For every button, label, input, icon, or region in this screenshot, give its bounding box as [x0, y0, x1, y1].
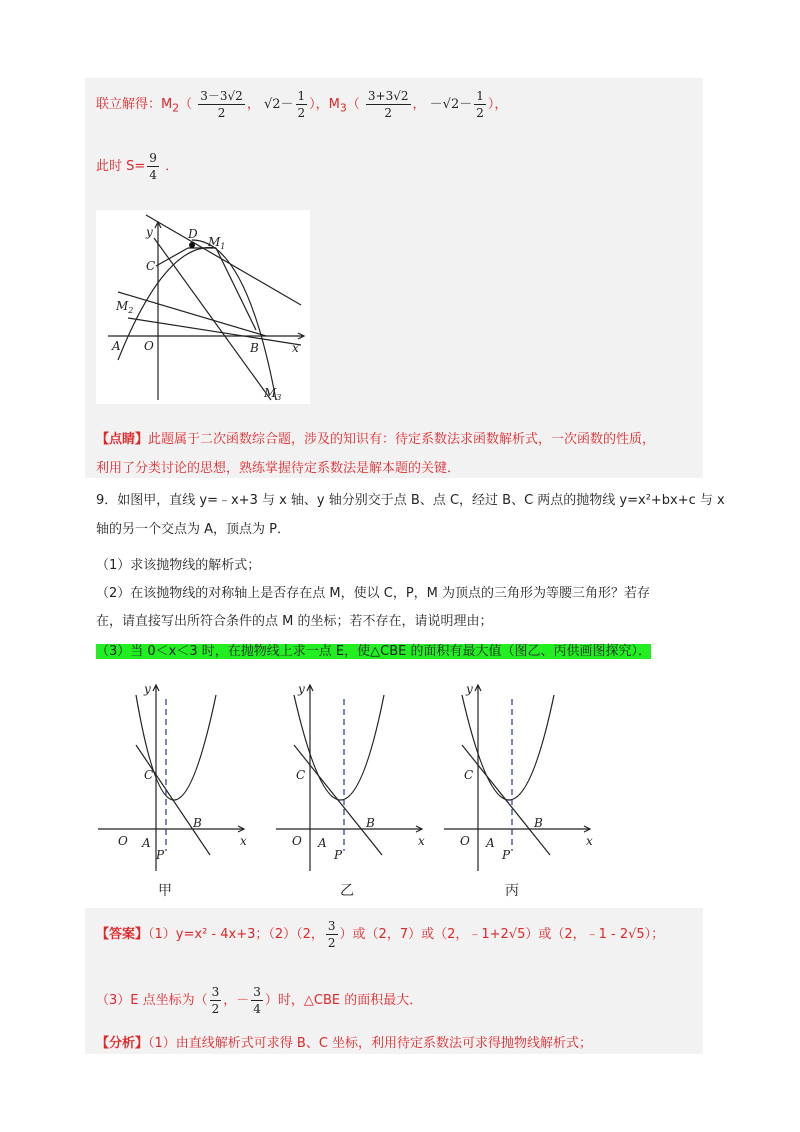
question-line-2: 轴的另一个交点为 A，顶点为 P． — [96, 522, 290, 537]
svg-text:C: C — [464, 768, 474, 782]
answer-line-3: （3）E 点坐标为（ $\frac{3}{2}$ ，－ $\frac{3}{4}$ ）时，△CBE 的面积最大． — [96, 985, 423, 1016]
caption-yi: 乙 — [340, 883, 354, 899]
fig1-label-y: y — [146, 225, 153, 239]
svg-text:O: O — [292, 834, 302, 848]
analysis-line: 【分析】（1）由直线解析式可求得 B、C 坐标，利用待定系数法可求得抛物线解析式； — [96, 1036, 593, 1051]
question-part-2b: 在，请直接写出所符合条件的点 M 的坐标；若不存在，请说明理由； — [96, 614, 493, 629]
svg-text:x: x — [418, 834, 425, 848]
fig1-label-x: x — [292, 341, 299, 355]
fig1-label-a: A — [112, 339, 121, 353]
svg-text:B: B — [534, 816, 543, 830]
svg-text:O: O — [460, 834, 470, 848]
svg-text:C: C — [144, 768, 154, 782]
solution-line-m2-m3: 联立解得：$M_2$（ $\frac{3-3√2}{2}$ ， √2－ $\frac{1}{2}$ ），$M_3$（ $\frac{3+3√2}{2}$ ， －√2－ $\frac{1}{2}$ ）， — [96, 89, 508, 120]
svg-text:x: x — [586, 834, 593, 848]
dianjing-line-1: 【点睛】此题属于二次函数综合题，涉及的知识有：待定系数法求函数解析式，一次函数的性质， — [96, 432, 656, 447]
figure-jia — [94, 675, 254, 875]
svg-text:y: y — [466, 682, 473, 696]
point-d-marker — [189, 242, 195, 248]
svg-text:y: y — [298, 682, 305, 696]
svg-text:B: B — [366, 816, 375, 830]
svg-text:A: A — [486, 836, 495, 850]
area-result-line: 此时 S= $\frac{9}{4}$ ． — [96, 151, 179, 182]
answer-line-1: 【答案】（1）y=x² - 4x+3；（2）（2， $\frac{3}{2}$ ）或（2，7）或（2，﹣1+2√5）或（2，﹣1 - 2√5）； — [96, 919, 665, 950]
fig1-label-m3: $M_3$ — [264, 386, 282, 402]
svg-text:B: B — [193, 816, 202, 830]
svg-text:P: P — [156, 848, 165, 862]
fig1-label-o: O — [144, 339, 154, 353]
svg-text:O: O — [118, 834, 128, 848]
svg-text:x: x — [240, 834, 247, 848]
figure-yi — [272, 675, 432, 875]
fig1-label-d: D — [188, 227, 198, 241]
question-part-3: （3）当 0＜x＜3 时，在抛物线上求一点 E，使△CBE 的面积有最大值（图乙、丙供画图探究）． — [96, 644, 651, 659]
fig1-label-m1: $M_1$ — [208, 235, 226, 251]
figure-parabola-m-points — [96, 210, 310, 404]
svg-text:A: A — [142, 836, 151, 850]
caption-bing: 丙 — [505, 883, 519, 899]
question-line-1: 9．如图甲，直线 y=﹣x+3 与 x 轴、y 轴分别交于点 B、点 C，经过 B、C 两点的抛物线 y=x²+bx+c 与 x — [96, 493, 725, 508]
figure-bing — [440, 675, 600, 875]
svg-text:y: y — [144, 682, 151, 696]
question-part-2a: （2）在该抛物线的对称轴上是否存在点 M，使以 C，P，M 为顶点的三角形为等腰三角形？若存 — [96, 586, 651, 601]
dianjing-line-2: 利用了分类讨论的思想，熟练掌握待定系数法是解本题的关键． — [96, 461, 461, 476]
fig1-label-c: C — [146, 259, 156, 273]
svg-text:P: P — [502, 848, 511, 862]
fig1-label-m2: $M_2$ — [116, 299, 134, 315]
fig1-label-b: B — [250, 341, 259, 355]
svg-text:P: P — [334, 848, 343, 862]
m3-x-fraction: $\frac{3+3√2}{2}$ — [367, 89, 409, 120]
svg-text:A: A — [318, 836, 327, 850]
caption-jia: 甲 — [158, 883, 172, 899]
m2-x-fraction: $\frac{3-3√2}{2}$ — [200, 89, 243, 120]
question-part-1: （1）求该抛物线的解析式； — [96, 558, 261, 573]
svg-text:C: C — [296, 768, 306, 782]
